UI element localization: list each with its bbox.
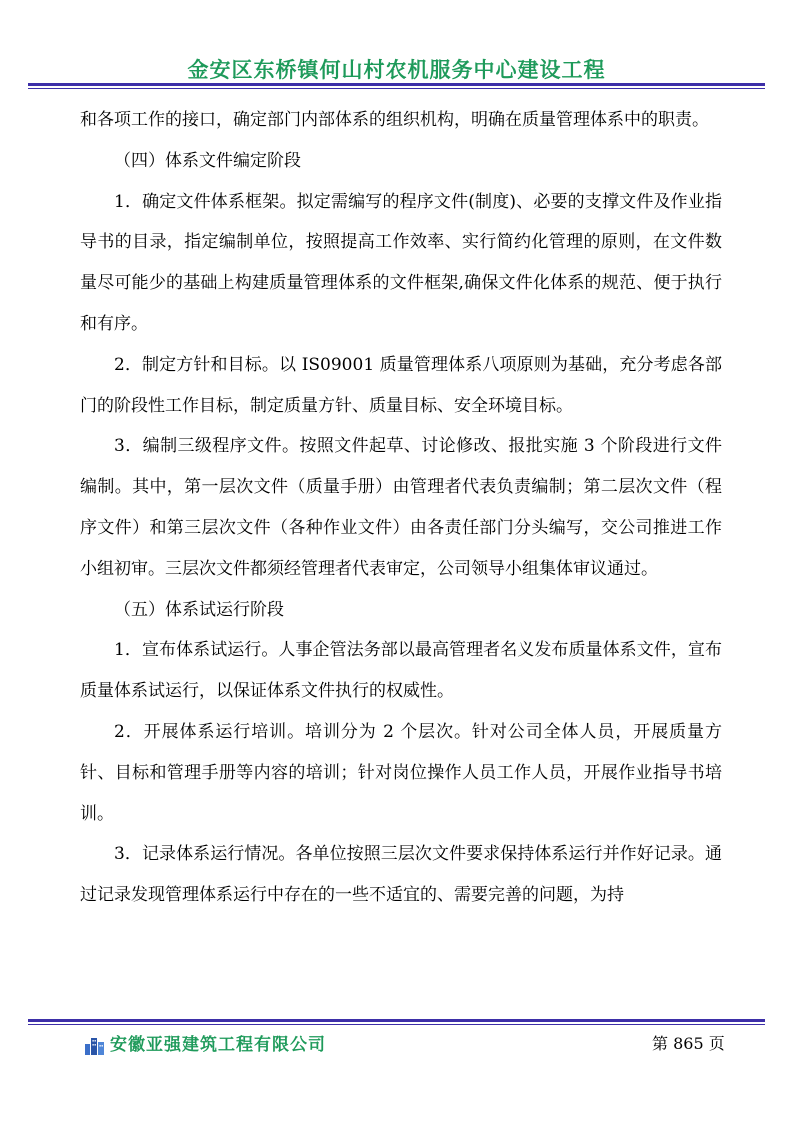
paragraph-item: 2．制定方针和目标。以 IS09001 质量管理体系八项原则为基础，充分考虑各部门的阶段性工作目标，制定质量方针、质量目标、安全环境目标。 [80, 354, 722, 416]
footer-company [84, 1030, 326, 1055]
paragraph-continuation: 和各项工作的接口，确定部门内部体系的组织机构，明确在质量管理体系中的职责。 [80, 110, 709, 130]
footer-divider [28, 1019, 765, 1025]
paragraph-item: 1．宣布体系试运行。人事企管法务部以最高管理者名义发布质量体系文件，宣布质量体系试运行，以保证体系文件执行的权威性。 [80, 640, 722, 702]
section-heading-4: （四）体系文件编定阶段 [114, 150, 301, 171]
paragraph-item: 3．记录体系运行情况。各单位按照三层次文件要求保持体系运行并作好记录。通过记录发现管理体系运行中存在的一些不适宜的、需要完善的问题，为持 [80, 844, 722, 906]
paragraph-item: 1．确定文件体系框架。拟定需编写的程序文件(制度)、必要的支撑文件及作业指导书的目录，指定编制单位，按照提高工作效率、实行简约化管理的原则，在文件数量尽可能少的基础上构建质量管理体系的文件框架,确保文件化体系的规范、便于执行和有序。 [80, 191, 722, 334]
section-heading-5: （五）体系试运行阶段 [114, 599, 284, 620]
page-header-title: 金安区东桥镇何山村农机服务中心建设工程 [187, 58, 606, 82]
company-name: 安徽亚强建筑工程有限公司 [110, 1035, 326, 1055]
paragraph-item: 2．开展体系运行培训。培训分为 2 个层次。针对公司全体人员，开展质量方针、目标和管理手册等内容的培训；针对岗位操作人员工作人员，开展作业指导书培训。 [80, 721, 722, 824]
document-body [80, 100, 722, 916]
paragraph-item: 3．编制三级程序文件。按照文件起草、讨论修改、报批实施 3 个阶段进行文件编制。其中，第一层次文件（质量手册）由管理者代表负责编制；第二层次文件（程序文件）和第三层次文件（各种作业文件）由各责任部门分头编写，交公司推进工作小组初审。三层次文件都须经管理者代表审定，公司领导小组集体审议通过。 [80, 436, 722, 579]
building-logo-icon [84, 1035, 106, 1055]
page-number: 第 865 页 [652, 1034, 725, 1053]
header-divider [28, 83, 765, 89]
